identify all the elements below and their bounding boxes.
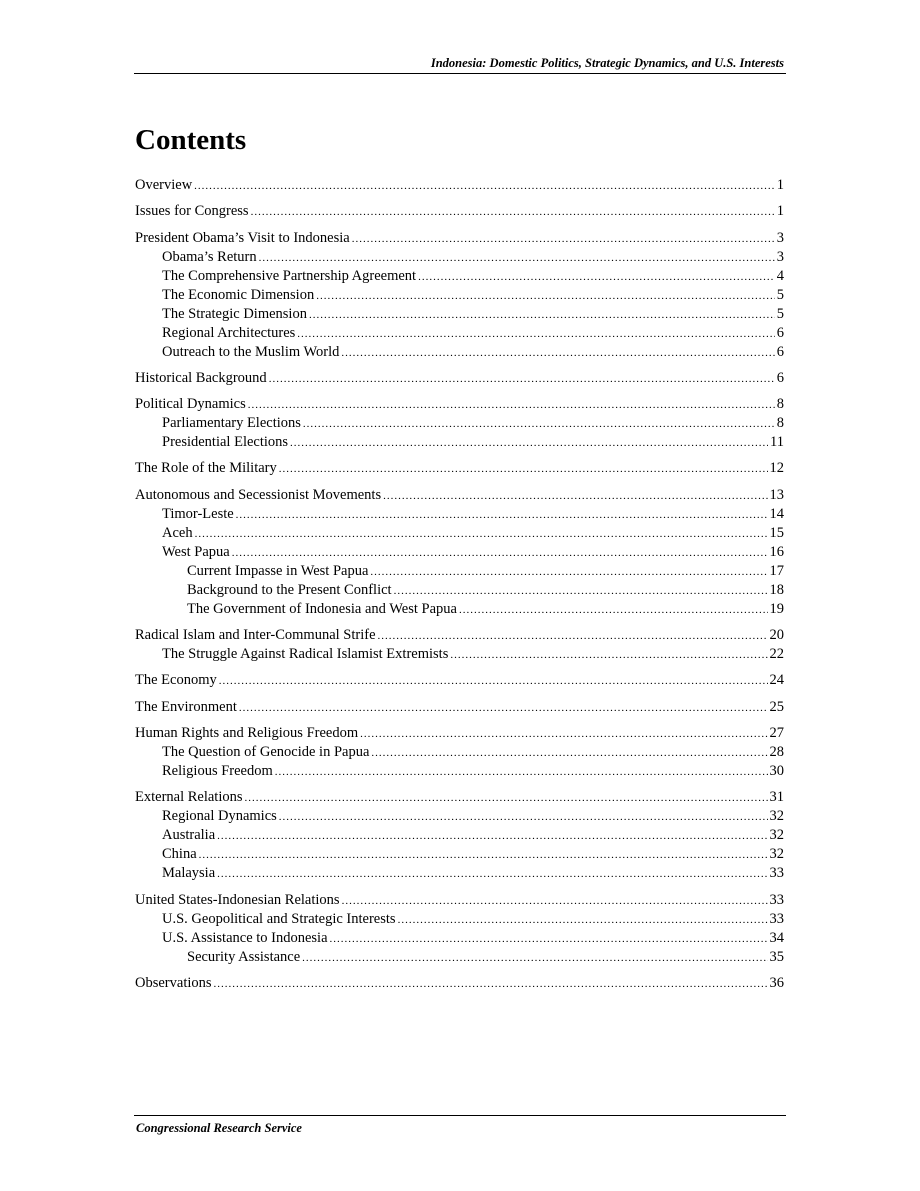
toc-entry-page-number: 1 [776, 177, 784, 193]
toc-entry-page-number: 11 [770, 434, 784, 451]
dot-leader [248, 396, 775, 415]
toc-entry[interactable] [135, 974, 784, 993]
page-title: Contents [135, 124, 247, 156]
toc-entry[interactable] [135, 395, 784, 414]
running-title: Indonesia: Domestic Politics, Strategic Dynamics, and U.S. Interests [430, 56, 784, 70]
toc-entry[interactable] [135, 645, 784, 664]
toc-entry[interactable] [135, 826, 784, 845]
toc-entry-label: The Comprehensive Partnership Agreement [162, 267, 417, 284]
toc-entry-label: Observations [135, 974, 212, 991]
toc-entry-page-number: 19 [769, 600, 784, 617]
toc-entry-page-number: 18 [769, 581, 784, 598]
dot-leader [217, 827, 767, 846]
toc-entry-page-number: 13 [769, 486, 784, 503]
toc-entry[interactable] [135, 486, 784, 505]
toc-entry[interactable] [135, 671, 784, 690]
dot-leader [239, 699, 768, 718]
toc-entry-page-number: 12 [769, 460, 784, 477]
dot-leader [370, 563, 767, 582]
toc-entry[interactable] [135, 324, 784, 343]
dot-leader [245, 789, 768, 808]
dot-leader [232, 544, 768, 563]
toc-entry-label: Outreach to the Muslim World [162, 343, 340, 360]
dot-leader [259, 249, 775, 268]
toc-entry-label: Australia [162, 827, 216, 844]
toc-entry-page-number: 5 [776, 286, 784, 303]
table-of-contents [135, 175, 784, 993]
toc-entry[interactable] [135, 267, 784, 286]
toc-entry-label: The Role of the Military [135, 460, 277, 477]
footer-text: Congressional Research Service [136, 1121, 302, 1135]
toc-entry[interactable] [135, 929, 784, 948]
toc-entry-page-number: 35 [769, 948, 784, 965]
toc-entry-page-number: 16 [769, 543, 784, 560]
toc-entry[interactable] [135, 807, 784, 826]
toc-entry-label: U.S. Geopolitical and Strategic Interests [162, 910, 396, 927]
toc-entry[interactable] [135, 762, 784, 781]
toc-entry-label: Aceh [162, 524, 193, 541]
dot-leader [450, 646, 767, 665]
dot-leader [217, 865, 767, 884]
page-footer [134, 1115, 786, 1135]
toc-entry-page-number: 17 [769, 562, 784, 579]
dot-leader [195, 525, 768, 544]
toc-entry-label: Presidential Elections [162, 434, 289, 451]
toc-entry-page-number: 4 [776, 267, 784, 284]
toc-entry-label: The Government of Indonesia and West Papua [187, 600, 457, 617]
dot-leader [342, 892, 768, 911]
toc-entry-page-number: 32 [769, 846, 784, 863]
toc-entry-page-number: 14 [769, 505, 784, 522]
dot-leader [194, 177, 775, 196]
toc-entry[interactable] [135, 788, 784, 807]
dot-leader [269, 370, 775, 389]
dot-leader [378, 627, 768, 646]
toc-entry-page-number: 3 [776, 229, 784, 246]
dot-leader [236, 506, 768, 525]
toc-entry-page-number: 8 [776, 415, 784, 432]
toc-entry[interactable] [135, 581, 784, 600]
toc-entry[interactable] [135, 414, 784, 433]
toc-entry-page-number: 31 [769, 789, 784, 806]
toc-entry-label: External Relations [135, 789, 243, 806]
toc-entry-label: Political Dynamics [135, 396, 246, 413]
dot-leader [394, 582, 768, 601]
toc-entry-label: Security Assistance [187, 948, 301, 965]
toc-entry-label: The Strategic Dimension [162, 305, 307, 322]
toc-entry-page-number: 25 [769, 698, 784, 715]
toc-entry[interactable] [135, 698, 784, 717]
toc-entry[interactable] [135, 433, 784, 452]
toc-entry-page-number: 1 [776, 203, 784, 220]
dot-leader [398, 911, 768, 930]
dot-leader [199, 846, 768, 865]
toc-entry-page-number: 6 [776, 324, 784, 341]
toc-entry[interactable] [135, 202, 784, 221]
toc-entry-label: Historical Background [135, 369, 267, 386]
toc-entry-page-number: 6 [776, 369, 784, 386]
dot-leader [330, 930, 768, 949]
dot-leader [316, 287, 775, 306]
dot-leader [459, 601, 768, 620]
dot-leader [275, 763, 768, 782]
toc-entry-label: The Struggle Against Radical Islamist Extremists [162, 646, 449, 663]
toc-entry[interactable] [135, 229, 784, 248]
toc-entry-label: Overview [135, 177, 193, 193]
toc-entry[interactable] [135, 459, 784, 478]
toc-entry[interactable] [135, 724, 784, 743]
toc-entry[interactable] [135, 948, 784, 967]
toc-entry-page-number: 24 [769, 672, 784, 689]
dot-leader [371, 744, 767, 763]
toc-entry[interactable] [135, 600, 784, 619]
toc-entry-label: Radical Islam and Inter-Communal Strife [135, 627, 376, 644]
dot-leader [214, 975, 768, 994]
dot-leader [279, 808, 768, 827]
toc-entry-label: Parliamentary Elections [162, 415, 301, 432]
toc-entry[interactable] [135, 176, 784, 195]
toc-entry-label: The Economic Dimension [162, 286, 315, 303]
toc-entry[interactable] [135, 369, 784, 388]
toc-entry-label: Regional Architectures [162, 324, 296, 341]
toc-entry[interactable] [135, 626, 784, 645]
dot-leader [279, 460, 768, 479]
dot-leader [360, 725, 767, 744]
toc-entry-label: Background to the Present Conflict [187, 581, 392, 598]
dot-leader [290, 434, 768, 453]
toc-entry-label: Obama’s Return [162, 248, 257, 265]
toc-entry-page-number: 28 [769, 743, 784, 760]
dot-leader [309, 306, 775, 325]
toc-entry-label: Timor-Leste [162, 505, 234, 522]
page-header [134, 55, 786, 74]
dot-leader [303, 415, 775, 434]
toc-entry-page-number: 3 [776, 248, 784, 265]
toc-entry[interactable] [135, 286, 784, 305]
toc-entry[interactable] [135, 543, 784, 562]
toc-entry-label: China [162, 846, 197, 863]
toc-entry-label: Issues for Congress [135, 203, 249, 220]
toc-entry-page-number: 32 [769, 808, 784, 825]
dot-leader [297, 325, 774, 344]
dot-leader [352, 230, 775, 249]
toc-entry[interactable] [135, 562, 784, 581]
toc-entry-label: Human Rights and Religious Freedom [135, 724, 359, 741]
dot-leader [302, 949, 767, 968]
toc-entry-label: Current Impasse in West Papua [187, 562, 369, 579]
dot-leader [383, 487, 767, 506]
toc-entry-page-number: 22 [769, 646, 784, 663]
toc-entry-page-number: 32 [769, 827, 784, 844]
toc-entry[interactable] [135, 891, 784, 910]
toc-entry[interactable] [135, 505, 784, 524]
toc-entry-label: Malaysia [162, 865, 216, 882]
toc-entry-page-number: 30 [769, 762, 784, 779]
toc-entry-page-number: 33 [769, 910, 784, 927]
toc-entry-page-number: 8 [776, 396, 784, 413]
toc-entry-label: Religious Freedom [162, 762, 273, 779]
toc-entry-label: United States-Indonesian Relations [135, 891, 340, 908]
toc-entry-page-number: 5 [776, 305, 784, 322]
dot-leader [219, 672, 768, 691]
toc-entry-page-number: 36 [769, 974, 784, 991]
dot-leader [341, 344, 774, 363]
toc-entry-label: The Environment [135, 698, 237, 715]
dot-leader [251, 203, 775, 222]
toc-entry[interactable] [135, 248, 784, 267]
toc-entry[interactable] [135, 910, 784, 929]
toc-entry[interactable] [135, 305, 784, 324]
toc-entry-page-number: 27 [769, 724, 784, 741]
toc-entry-label: Autonomous and Secessionist Movements [135, 486, 382, 503]
toc-entry-page-number: 33 [769, 891, 784, 908]
toc-entry[interactable] [135, 845, 784, 864]
toc-entry-label: U.S. Assistance to Indonesia [162, 929, 328, 946]
toc-entry[interactable] [135, 343, 784, 362]
toc-entry-label: The Question of Genocide in Papua [162, 743, 370, 760]
toc-entry-page-number: 34 [769, 929, 784, 946]
toc-entry-label: President Obama’s Visit to Indonesia [135, 229, 350, 246]
toc-entry-label: West Papua [162, 543, 230, 560]
toc-entry-page-number: 15 [769, 524, 784, 541]
toc-entry[interactable] [135, 864, 784, 883]
toc-entry-page-number: 33 [769, 865, 784, 882]
toc-entry-page-number: 20 [769, 627, 784, 644]
toc-entry-label: Regional Dynamics [162, 808, 277, 825]
toc-entry-label: The Economy [135, 672, 217, 689]
dot-leader [418, 268, 775, 287]
toc-entry[interactable] [135, 524, 784, 543]
toc-entry[interactable] [135, 743, 784, 762]
toc-entry-page-number: 6 [776, 343, 784, 360]
